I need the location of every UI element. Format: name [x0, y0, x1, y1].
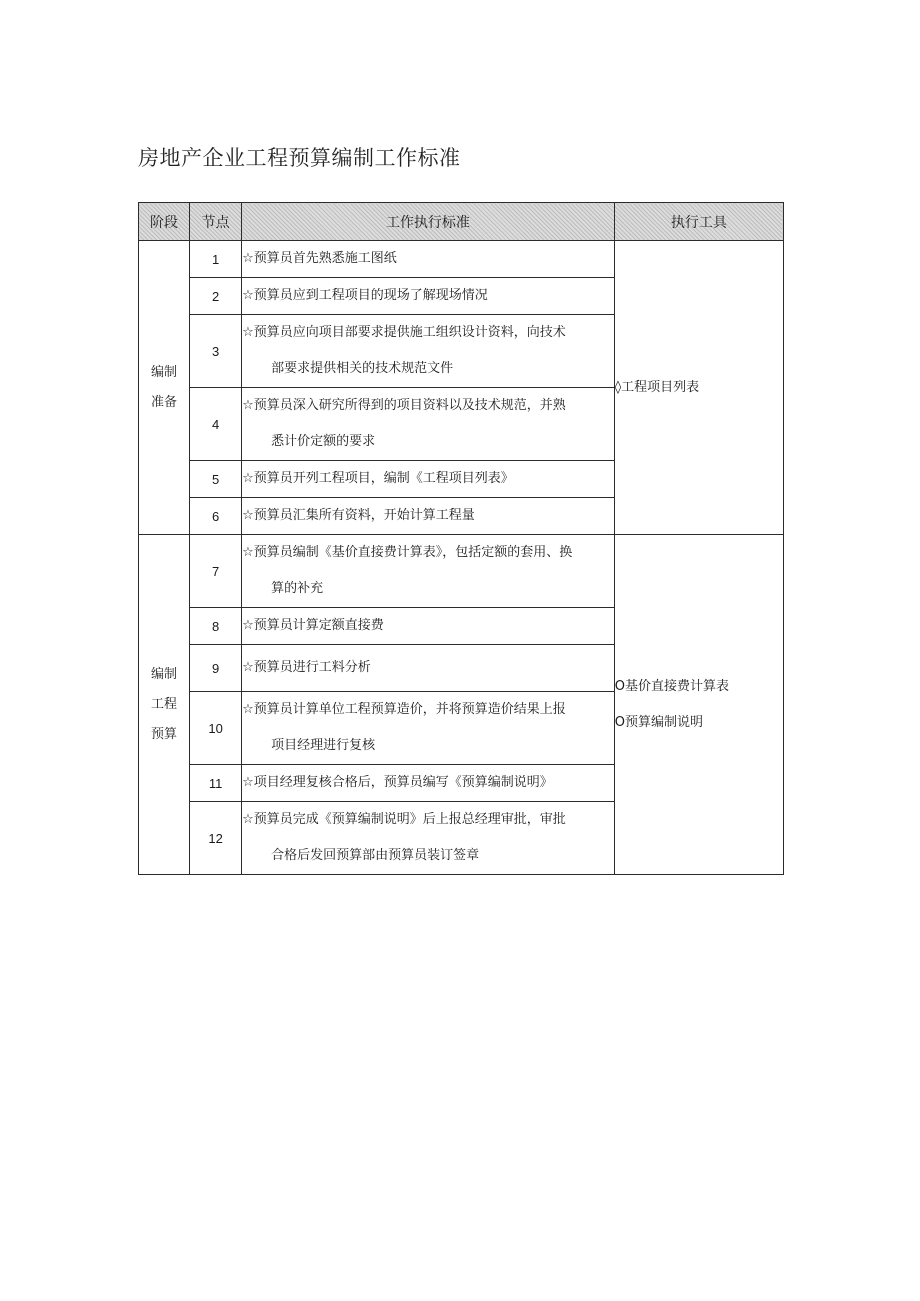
standard-text-cell [242, 498, 615, 535]
standard-text-line: ☆预算员开列工程项目，编制《工程项目列表》 [242, 471, 514, 486]
node-number: 9 [190, 645, 242, 692]
work-standard-table [138, 202, 784, 875]
table-header-row [139, 203, 784, 241]
node-number: 4 [190, 388, 242, 461]
tool-item: O预算编制说明 [614, 714, 703, 730]
standard-text-cell [242, 802, 615, 875]
node-number: 7 [190, 535, 242, 608]
standard-text-line: ☆预算员进行工料分析 [242, 660, 371, 675]
standard-text-cell [242, 692, 615, 765]
standard-text-line: ☆预算员应到工程项目的现场了解现场情况 [242, 288, 488, 303]
standard-text-line: ☆预算员计算单位工程预算造价，并将预算造价结果上报 [242, 702, 566, 717]
standard-text-cell [242, 535, 615, 608]
tool-item: O基价直接费计算表 [614, 678, 729, 694]
table-row [139, 535, 784, 608]
standard-text-line: 合格后发回预算部由预算员装订签章 [271, 848, 480, 863]
header-standard: 工作执行标准 [242, 203, 615, 241]
stage-line: 工程 [151, 696, 178, 712]
standard-text-cell [242, 388, 615, 461]
document-title: 房地产企业工程预算编制工作标准 [138, 146, 461, 170]
node-number: 10 [190, 692, 242, 765]
standard-text-line: 算的补充 [271, 581, 324, 596]
standard-text-line: 项目经理进行复核 [271, 738, 376, 753]
standard-text-cell [242, 645, 615, 692]
standard-text-cell [242, 461, 615, 498]
standard-text-cell [242, 315, 615, 388]
node-number: 8 [190, 608, 242, 645]
stage-cell-budget [139, 535, 190, 875]
standard-text-line: ☆预算员编制《基价直接费计算表》，包括定额的套用、换 [242, 545, 573, 560]
stage-line: 准备 [151, 394, 178, 410]
tools-cell-budget [614, 535, 783, 875]
node-number: 5 [190, 461, 242, 498]
standard-text-line: 部要求提供相关的技术规范文件 [271, 361, 454, 376]
standard-text-cell [242, 608, 615, 645]
header-node: 节点 [190, 203, 242, 241]
stage-line: 预算 [151, 726, 178, 742]
standard-text-cell [242, 241, 615, 278]
node-number: 2 [190, 278, 242, 315]
standard-text-line: ☆项目经理复核合格后，预算员编写《预算编制说明》 [242, 775, 553, 790]
standard-text-line: ☆预算员计算定额直接费 [242, 618, 384, 633]
stage-line: 编制 [151, 666, 178, 682]
standard-text-cell [242, 765, 615, 802]
standard-text-cell [242, 278, 615, 315]
tools-cell-preparation [614, 241, 783, 535]
standard-text-line: ☆预算员应向项目部要求提供施工组织设计资料，向技术 [242, 325, 566, 340]
header-tools: 执行工具 [614, 203, 783, 241]
header-stage: 阶段 [139, 203, 190, 241]
stage-line: 编制 [151, 364, 178, 380]
tool-item: ◊工程项目列表 [614, 379, 700, 395]
standard-text-line: ☆预算员首先熟悉施工图纸 [242, 251, 397, 266]
standard-text-line: ☆预算员完成《预算编制说明》后上报总经理审批，审批 [242, 812, 566, 827]
table-row [139, 241, 784, 278]
standard-text-line: 悉计价定额的要求 [271, 434, 376, 449]
stage-cell-preparation [139, 241, 190, 535]
standard-text-line: ☆预算员汇集所有资料，开始计算工程量 [242, 508, 475, 523]
node-number: 1 [190, 241, 242, 278]
node-number: 6 [190, 498, 242, 535]
standard-text-line: ☆预算员深入研究所得到的项目资料以及技术规范，并熟 [242, 398, 566, 413]
node-number: 3 [190, 315, 242, 388]
node-number: 11 [190, 765, 242, 802]
node-number: 12 [190, 802, 242, 875]
